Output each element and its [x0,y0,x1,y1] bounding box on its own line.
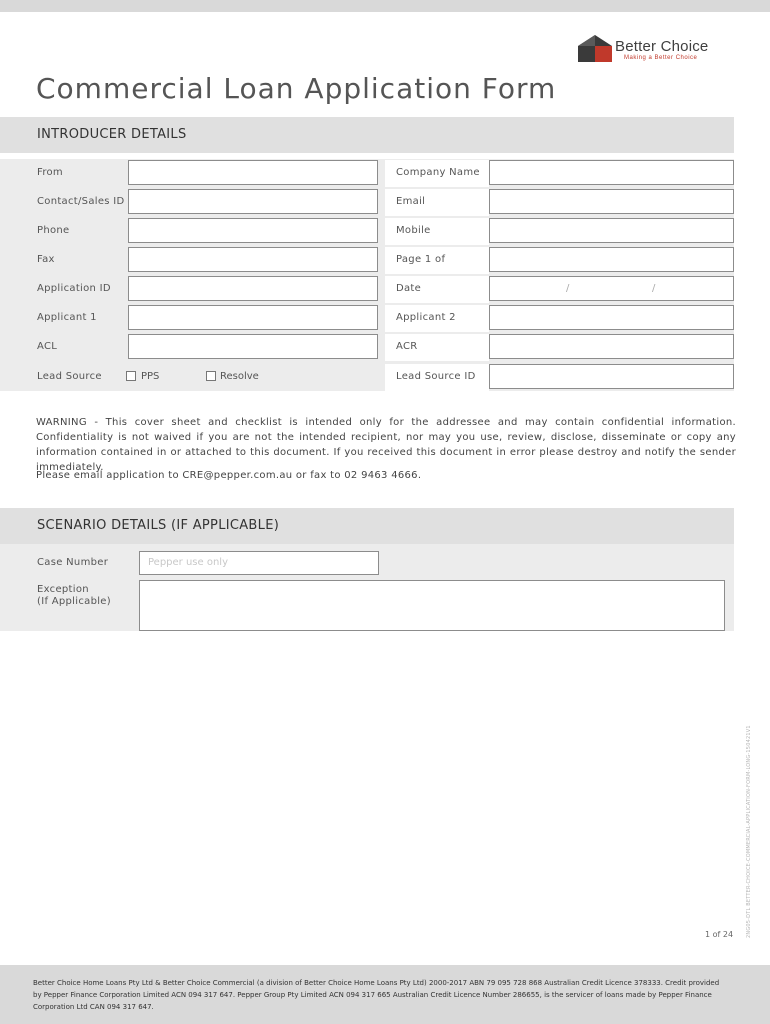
right-cell [385,247,489,274]
acr-input[interactable] [489,334,734,359]
label-mobile: Mobile [396,225,431,236]
resolve-label: Resolve [220,371,259,382]
exception-textarea[interactable] [139,580,725,631]
scenario-section-header [0,508,734,544]
label-applicant-2: Applicant 2 [396,312,456,323]
right-cell [385,305,489,332]
phone-input[interactable] [128,218,378,243]
right-cell [385,189,489,216]
label-lead-source: Lead Source [37,371,102,382]
label-company-name: Company Name [396,167,480,178]
label-acl: ACL [37,341,58,352]
footer [0,965,770,1024]
email-input[interactable] [489,189,734,214]
brand-name: Better Choice [615,38,709,55]
page-of-input[interactable] [489,247,734,272]
date-input[interactable] [489,276,734,301]
label-date: Date [396,283,422,294]
page-title: Commercial Loan Application Form [36,72,557,105]
scenario-heading: SCENARIO DETAILS (IF APPLICABLE) [37,518,280,533]
label-acr: ACR [396,341,418,352]
label-if-applicable: (If Applicable) [37,596,111,607]
right-cell [385,160,489,187]
application-id-input[interactable] [128,276,378,301]
mobile-input[interactable] [489,218,734,243]
acl-input[interactable] [128,334,378,359]
top-bar [0,0,770,12]
applicant-2-input[interactable] [489,305,734,330]
applicant-1-input[interactable] [128,305,378,330]
pps-checkbox[interactable] [126,371,136,381]
date-separator: / [566,283,570,294]
introducer-heading: INTRODUCER DETAILS [37,127,187,142]
label-case-number: Case Number [37,557,109,568]
from-input[interactable] [128,160,378,185]
footer-legal-text: Better Choice Home Loans Pty Ltd & Better Choice Commercial (a division of Better Choice Home Loans Pty Ltd) 2000-2017 ABN 79 095 728 868 Australian Credit Licence 378333. Credit provided by Pepper Finance Corporation Limited ACN 094 317 647. Pepper Group Pty Limited ACN 094 317 665 Australian Credit Licence Number 286655, is the servicer of loans made by Pepper Finance Corporation Ltd CAN 094 317 647. [33,979,720,1011]
resolve-checkbox[interactable] [206,371,216,381]
label-lead-source-id: Lead Source ID [396,371,476,382]
brand-tagline: Making a Better Choice [624,55,698,61]
date-separator: / [652,283,656,294]
fax-input[interactable] [128,247,378,272]
label-exception: Exception [37,584,89,595]
label-email: Email [396,196,426,207]
house-logo-icon [578,34,612,64]
contact-sales-id-input[interactable] [128,189,378,214]
confidentiality-warning: WARNING - This cover sheet and checklist is intended only for the addressee and may contain confidential information. Confidentiality is not waived if you are not the intended recipient, nor may you use, review, disclose, disseminate or copy any information contained in or attached to this document. If you received this document in error please destroy and notify the sender immediately. [36,417,736,473]
email-instructions: Please email application to CRE@pepper.com.au or fax to 02 9463 4666. [36,470,422,481]
label-from: From [37,167,63,178]
label-contact-sales-id: Contact/Sales ID [37,196,125,207]
label-fax: Fax [37,254,55,265]
brand-logo [578,34,738,66]
page-number: 1 of 24 [705,930,734,939]
label-application-id: Application ID [37,283,111,294]
right-cell [385,334,489,361]
right-cell [385,218,489,245]
label-phone: Phone [37,225,70,236]
document-code: 2NG05-DTL BETTER-CHOICE-COMMERCIAL-APPLICATION-FORM-LONG-150421V1 [746,725,752,938]
pps-label: PPS [141,371,160,382]
case-number-placeholder: Pepper use only [148,557,228,568]
label-applicant-1: Applicant 1 [37,312,97,323]
right-cell [385,276,489,303]
right-cell [385,364,489,391]
introducer-section-header [0,117,734,153]
company-name-input[interactable] [489,160,734,185]
label-page-of: Page 1 of [396,254,446,265]
case-number-input[interactable] [139,551,379,575]
lead-source-id-input[interactable] [489,364,734,389]
